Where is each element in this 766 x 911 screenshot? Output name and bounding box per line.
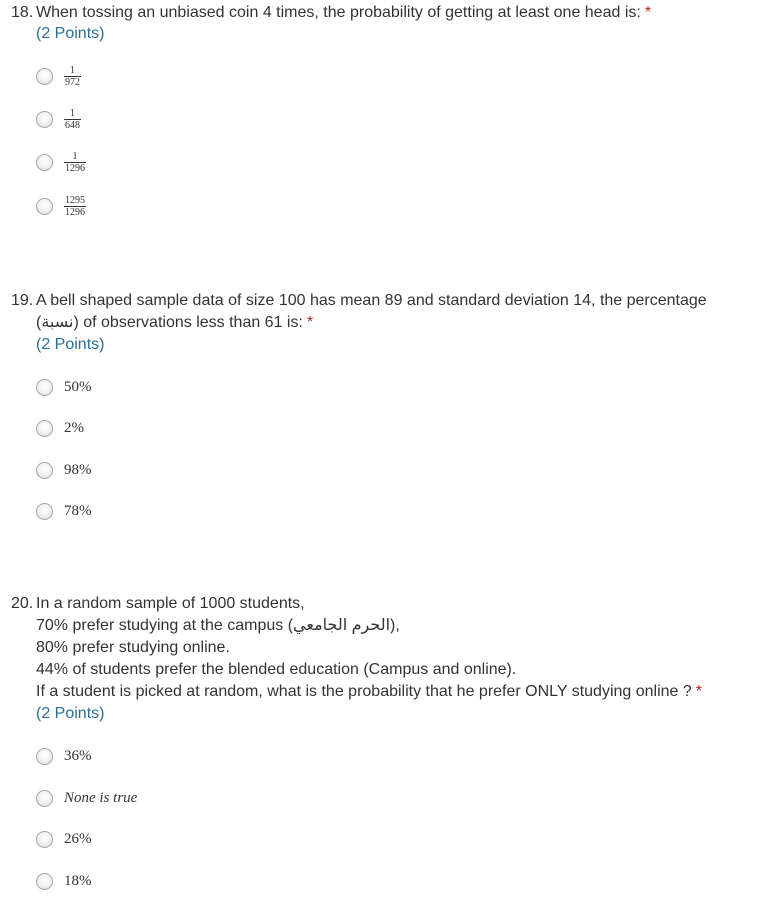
fraction-numerator: 1 — [70, 64, 75, 76]
fraction — [64, 195, 86, 218]
option-26[interactable] — [36, 827, 92, 851]
fraction — [64, 108, 81, 131]
radio-button[interactable] — [36, 503, 53, 520]
required-asterisk: * — [644, 4, 652, 21]
points-label: (2 Points) — [36, 25, 105, 42]
option-label: 98% — [64, 461, 92, 478]
option-1-972[interactable] — [36, 64, 81, 88]
option-label: 78% — [64, 502, 92, 519]
option-1-1296[interactable] — [36, 150, 86, 174]
fraction — [64, 65, 81, 88]
option-1-648[interactable] — [36, 107, 81, 131]
option-none-is-true[interactable] — [36, 786, 137, 810]
option-label: 50% — [64, 378, 92, 395]
question-title — [11, 2, 756, 24]
question-number: 19. — [11, 292, 34, 309]
option-label: 18% — [64, 872, 92, 889]
radio-button[interactable] — [36, 790, 53, 807]
question-text-line-2: (نسبة) of observations less than 61 is: — [36, 314, 303, 331]
radio-button[interactable] — [36, 873, 53, 890]
option-36[interactable] — [36, 744, 92, 768]
question-title — [11, 593, 756, 703]
option-98[interactable] — [36, 458, 92, 482]
radio-button[interactable] — [36, 748, 53, 765]
question-text-line-4: 44% of students prefer the blended education (Campus and online). — [36, 661, 517, 678]
required-asterisk: * — [306, 314, 314, 331]
option-1295-1296[interactable] — [36, 194, 86, 218]
option-50[interactable] — [36, 375, 92, 399]
fraction-denominator: 648 — [65, 119, 80, 131]
points-label: (2 Points) — [36, 705, 105, 722]
option-2[interactable] — [36, 416, 84, 440]
fraction-denominator: 972 — [65, 76, 80, 88]
question-text: When tossing an unbiased coin 4 times, the probability of getting at least one head is: — [36, 4, 641, 21]
fraction-denominator: 1296 — [65, 206, 85, 218]
question-text-line-5: If a student is picked at random, what is the probability that he prefer ONLY studying online ? — [36, 683, 692, 700]
option-18[interactable] — [36, 869, 92, 893]
radio-button[interactable] — [36, 198, 53, 215]
question-text-line-1: A bell shaped sample data of size 100 has mean 89 and standard deviation 14, the percentage — [36, 292, 707, 309]
radio-button[interactable] — [36, 154, 53, 171]
radio-button[interactable] — [36, 831, 53, 848]
radio-button[interactable] — [36, 379, 53, 396]
question-text-line-1: In a random sample of 1000 students, — [36, 595, 305, 612]
question-text-line-2-wrap — [11, 312, 756, 334]
fraction-denominator: 1296 — [65, 162, 85, 174]
radio-button[interactable] — [36, 462, 53, 479]
fraction-numerator: 1 — [70, 107, 75, 119]
question-title — [11, 290, 756, 334]
points-label: (2 Points) — [36, 336, 105, 353]
option-label: None is true — [64, 789, 138, 806]
required-asterisk: * — [695, 683, 703, 700]
question-text-line-3: 80% prefer studying online. — [36, 639, 230, 656]
question-text-line-5-wrap — [11, 681, 756, 703]
question-text-line-2: 70% prefer studying at the campus (الحرم الجامعي), — [36, 617, 400, 634]
fraction-numerator: 1 — [72, 150, 78, 162]
question-number: 20. — [11, 595, 34, 612]
option-label: 36% — [64, 747, 92, 764]
radio-button[interactable] — [36, 68, 53, 85]
option-label: 26% — [64, 830, 92, 847]
option-78[interactable] — [36, 499, 92, 523]
question-number: 18. — [11, 4, 34, 21]
radio-button[interactable] — [36, 111, 53, 128]
radio-button[interactable] — [36, 420, 53, 437]
fraction — [64, 151, 86, 174]
fraction-numerator: 1295 — [65, 194, 85, 206]
option-label: 2% — [64, 419, 84, 436]
